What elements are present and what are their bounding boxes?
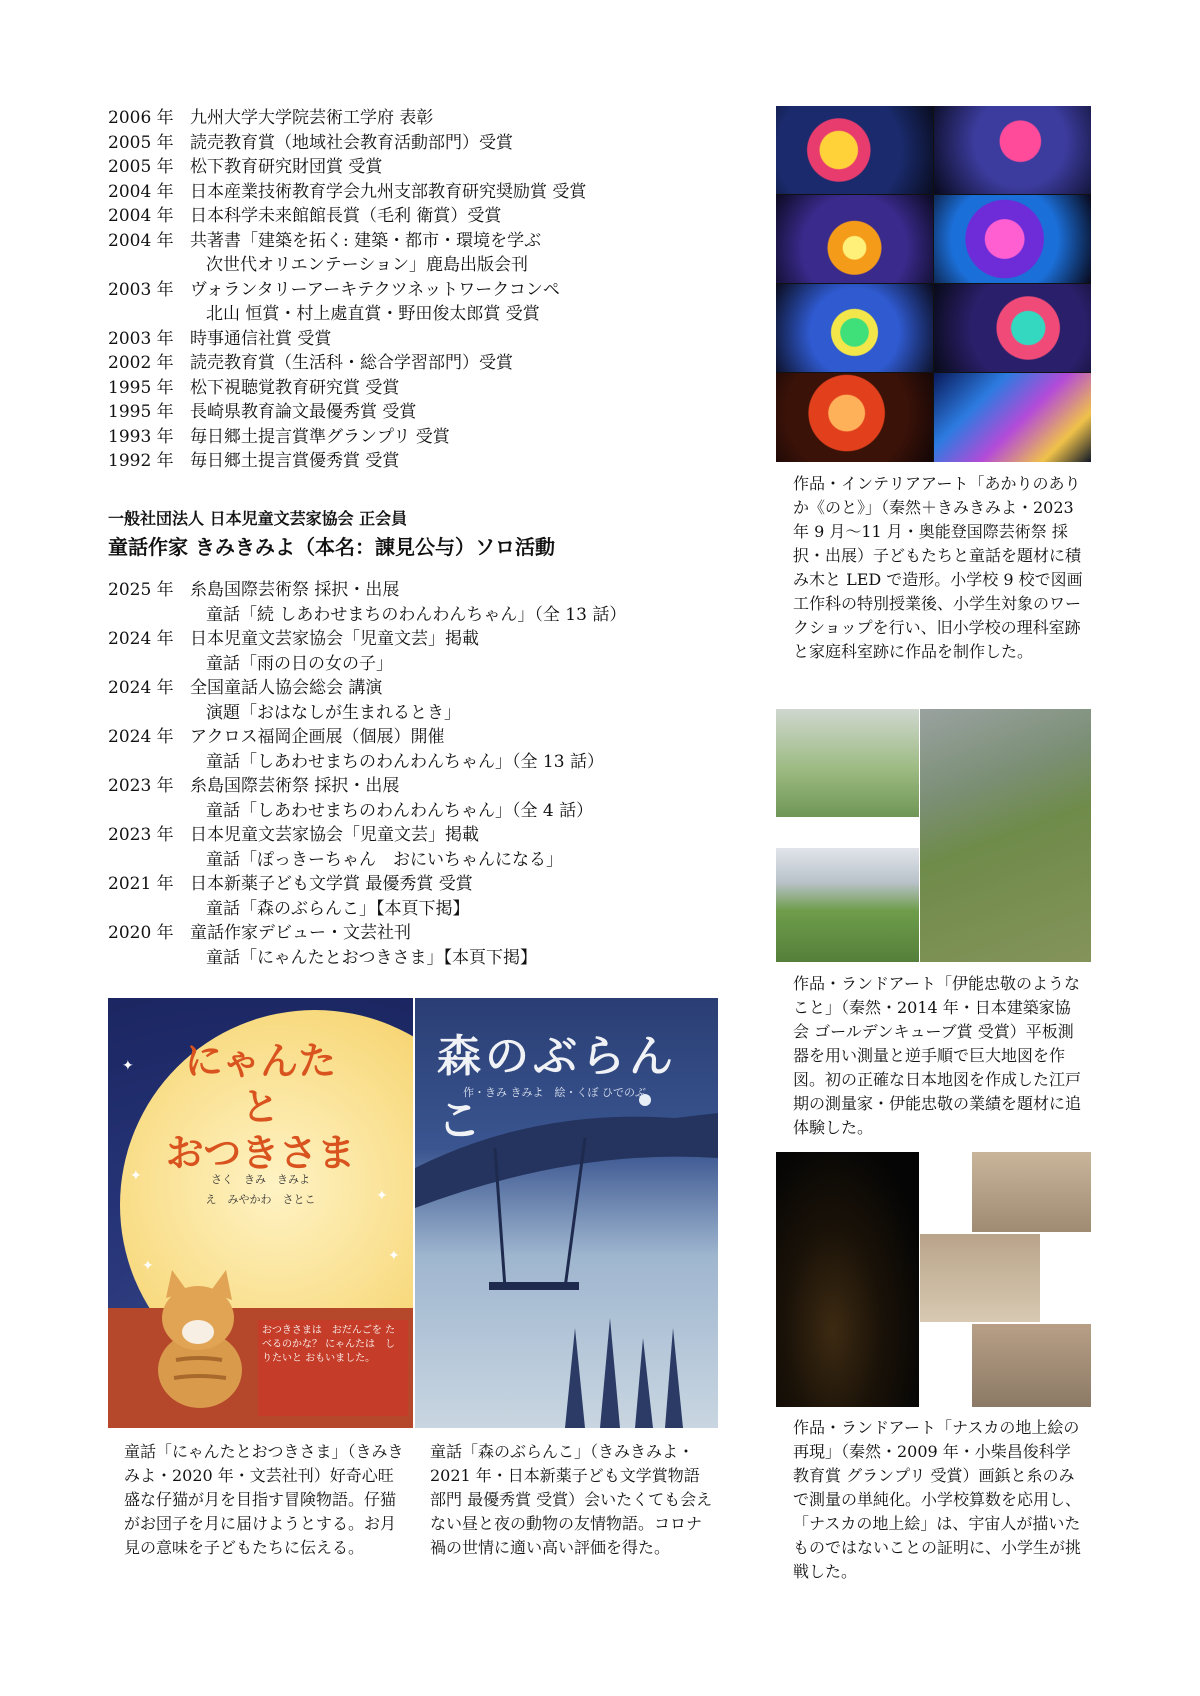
activity-item: 2021 年 日本新薬子ども文学賞 最優秀賞 受賞 童話「森のぶらんこ」【本頁下掲】 xyxy=(108,874,473,919)
star-icon: ✦ xyxy=(376,1188,388,1204)
photo xyxy=(920,1234,1040,1322)
book-caption: 童話「にゃんたとおつきさま」（きみきみよ・2020 年・文芸社刊）好奇心旺盛な仔猫が月を目指す冒険物語。仔猫がお団子を月に届けようとする。お月見の意味を子どもたちに伝える。 xyxy=(124,1442,404,1557)
activity-item: 2024 年 アクロス福岡企画展（個展）開催 童話「しあわせまちのわんわんちゃん」（全 13 話） xyxy=(108,727,604,772)
award-item: 1995 年 松下視聴覚教育研究賞 受賞 xyxy=(108,377,400,398)
cover-blurb: おつきさまは おだんごを たべるのかな？ にゃんたは しりたいと おもいました。 xyxy=(258,1320,408,1416)
book-title: にゃんた と おつきさま xyxy=(165,1039,356,1175)
activity-item: 2023 年 日本児童文芸家協会「児童文芸」掲載 童話「ぽっきーちゃん おにいちゃんになる」 xyxy=(108,825,563,870)
awards-list xyxy=(108,106,748,474)
star-icon: ✦ xyxy=(122,1058,134,1074)
photo xyxy=(972,1152,1091,1232)
book-credits: 作・きみ きみよ 絵・くぼ ひでのぶ xyxy=(463,1086,646,1099)
star-icon: ✦ xyxy=(130,1168,142,1184)
book-credits: さく きみ きみよ え みやかわ さとこ xyxy=(205,1173,316,1206)
photo xyxy=(934,106,1091,194)
book-cover-mori xyxy=(415,998,718,1428)
award-item: 2003 年 時事通信社賞 受賞 xyxy=(108,328,332,349)
photo xyxy=(934,195,1091,283)
photo xyxy=(776,106,933,194)
kitten-illustration xyxy=(138,1260,258,1410)
photo xyxy=(776,709,919,817)
award-item: 1995 年 長崎県教育論文最優秀賞 受賞 xyxy=(108,402,417,422)
award-item: 2005 年 松下教育研究財団賞 受賞 xyxy=(108,157,383,177)
award-item: 1992 年 毎日郷土提言賞優秀賞 受賞 xyxy=(108,451,400,471)
work-caption: 作品・ランドアート「ナスカの地上絵の再現」（秦然・2009 年・小柴昌俊科学教育賞 グランプリ 受賞）画鋲と糸のみで測量の単純化。小学校算数を応用し、「ナスカの地上絵」は、宇宙人が描いたものではないことの証明に、小学生が挑戦した。 xyxy=(793,1418,1082,1581)
award-item: 2004 年 共著書「建築を拓く: 建築・都市・環境を学ぶ 次世代オリエンテーション」鹿島出版会刊 xyxy=(108,230,542,275)
star-icon: ✦ xyxy=(142,1258,154,1274)
award-item: 2003 年 ヴォランタリーアーキテクツネットワークコンペ 北山 恒賞・村上處直賞・野田俊太郎賞 受賞 xyxy=(108,279,560,324)
photo-collage-survey xyxy=(776,709,1091,962)
book-caption: 童話「森のぶらんこ」（きみきみよ・2021 年・日本新薬子ども文学賞物語部門 最優秀賞 受賞）会いたくても会えない昼と夜の動物の友情物語。コロナ禍の世情に適い高い評価を得た。 xyxy=(430,1442,713,1557)
photo xyxy=(934,284,1091,372)
membership-line: 一般社団法人 日本児童文芸家協会 正会員 xyxy=(108,509,408,528)
photo-collage-led-art xyxy=(776,106,1091,462)
award-item: 2002 年 読売教育賞（生活科・総合学習部門）受賞 xyxy=(108,353,513,373)
book-cover-nyanta xyxy=(108,998,413,1428)
star-icon: ✦ xyxy=(388,1248,400,1264)
photo xyxy=(972,1324,1091,1407)
solo-activity-list xyxy=(108,578,748,970)
activity-item: 2020 年 童話作家デビュー・文芸社刊 童話「にゃんたとおつきさま」【本頁下掲】 xyxy=(108,923,537,968)
award-item: 2004 年 日本科学未来館館長賞（毛利 衛賞）受賞 xyxy=(108,206,502,226)
photo xyxy=(776,195,933,283)
award-item: 2006 年 九州大学大学院芸術工学府 表彰 xyxy=(108,108,434,128)
section-heading: 童話作家 きみきみよ（本名：諌見公与）ソロ活動 xyxy=(108,535,555,559)
work-caption: 作品・ランドアート「伊能忠敬のようなこと」（秦然・2014 年・日本建築家協会 ゴールデンキューブ賞 受賞）平板測器を用い測量と逆手順で巨大地図を作図。初の正確な日本地図を作成した江戸期の測量家・伊能忠敬の業績を題材に追体験した。 xyxy=(793,974,1082,1137)
photo xyxy=(934,373,1091,462)
photo xyxy=(776,284,933,372)
photo xyxy=(776,373,933,462)
photo xyxy=(776,1152,919,1407)
activity-item: 2024 年 全国童話人協会総会 講演 演題「おはなしが生まれるとき」 xyxy=(108,678,461,723)
work-caption: 作品・インテリアアート「あかりのありか《のと》」（秦然＋きみきみよ・2023 年 9 月～11 月・奥能登国際芸術祭 採択・出展）子どもたちと童話を題材に積み木と LED で造形。小学校 9 校で図画工作科の特別授業後、小学生対象のワークショップを行い、旧小学校の理科室跡と家庭科室跡に作品を制作した。 xyxy=(793,474,1083,661)
award-item: 2004 年 日本産業技術教育学会九州支部教育研究奨励賞 受賞 xyxy=(108,181,587,202)
book-title: 森のぶらんこ xyxy=(437,1031,677,1146)
award-item: 2005 年 読売教育賞（地域社会教育活動部門）受賞 xyxy=(108,132,513,153)
activity-item: 2025 年 糸島国際芸術祭 採択・出展 童話「続 しあわせまちのわんわんちゃん」（全 13 話） xyxy=(108,580,627,625)
activity-item: 2024 年 日本児童文芸家協会「児童文芸」掲載 童話「雨の日の女の子」 xyxy=(108,629,479,674)
activity-item: 2023 年 糸島国際芸術祭 採択・出展 童話「しあわせまちのわんわんちゃん」（全 4 話） xyxy=(108,776,594,821)
photo xyxy=(920,709,1091,962)
award-item: 1993 年 毎日郷土提言賞準グランプリ 受賞 xyxy=(108,426,450,447)
photo-collage-nazca xyxy=(776,1152,1091,1407)
photo xyxy=(776,848,919,962)
